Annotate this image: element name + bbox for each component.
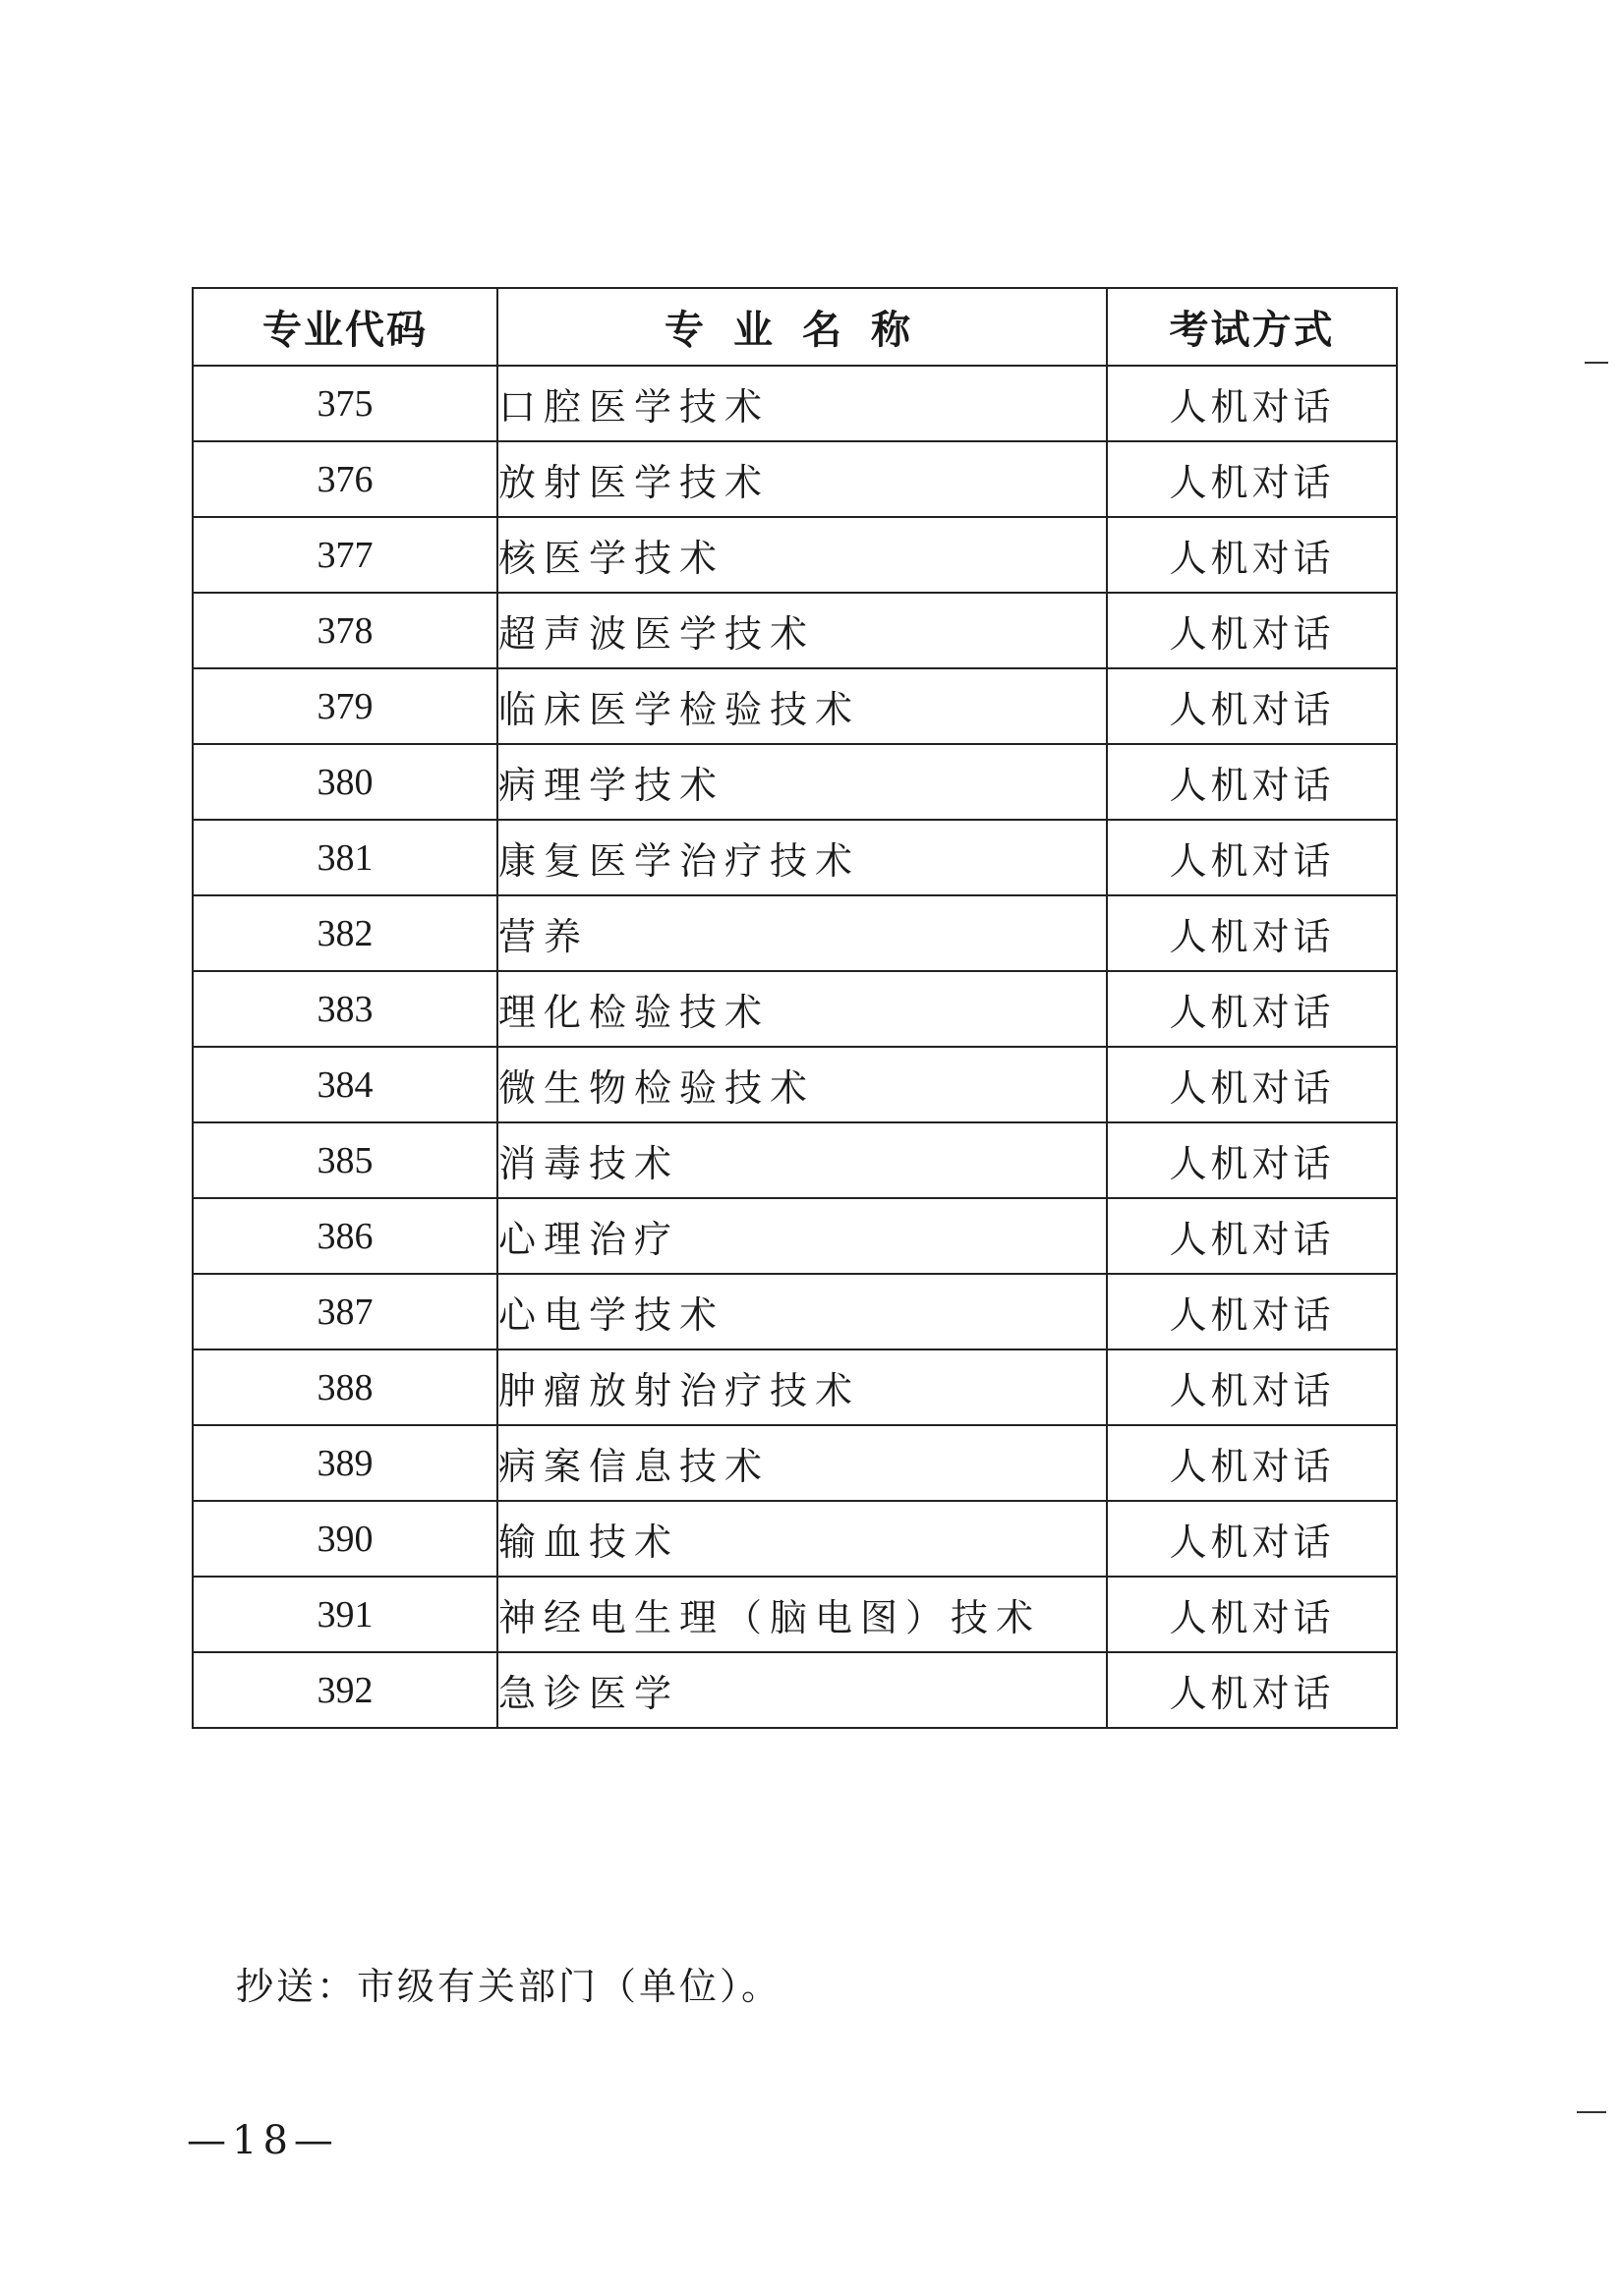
major-code-cell: 381 <box>193 820 497 895</box>
major-name-cell: 理化检验技术 <box>497 971 1107 1047</box>
major-code-cell: 389 <box>193 1425 497 1501</box>
major-name-cell: 消毒技术 <box>497 1122 1107 1198</box>
major-name-cell: 病理学技术 <box>497 744 1107 820</box>
major-code-cell: 378 <box>193 593 497 668</box>
major-name-cell: 临床医学检验技术 <box>497 668 1107 744</box>
exam-mode-cell: 人机对话 <box>1107 820 1397 895</box>
header-major-code: 专业代码 <box>193 288 497 366</box>
majors-table <box>192 287 1398 1729</box>
table-row <box>193 1501 1397 1577</box>
table-row <box>193 895 1397 971</box>
exam-mode-cell: 人机对话 <box>1107 1047 1397 1122</box>
table-row <box>193 1047 1397 1122</box>
exam-mode-cell: 人机对话 <box>1107 1652 1397 1728</box>
table-row <box>193 744 1397 820</box>
exam-mode-cell: 人机对话 <box>1107 668 1397 744</box>
major-name-cell: 核医学技术 <box>497 517 1107 593</box>
major-code-cell: 390 <box>193 1501 497 1577</box>
table-row <box>193 1198 1397 1274</box>
table-row <box>193 1274 1397 1349</box>
major-code-cell: 386 <box>193 1198 497 1274</box>
exam-mode-cell: 人机对话 <box>1107 441 1397 517</box>
major-name-cell: 康复医学治疗技术 <box>497 820 1107 895</box>
exam-mode-cell: 人机对话 <box>1107 1425 1397 1501</box>
table-row <box>193 1122 1397 1198</box>
major-code-cell: 383 <box>193 971 497 1047</box>
exam-mode-cell: 人机对话 <box>1107 1122 1397 1198</box>
table-header-row <box>193 288 1397 366</box>
table-row <box>193 1349 1397 1425</box>
exam-mode-cell: 人机对话 <box>1107 971 1397 1047</box>
exam-mode-cell: 人机对话 <box>1107 1501 1397 1577</box>
exam-mode-cell: 人机对话 <box>1107 593 1397 668</box>
major-code-cell: 388 <box>193 1349 497 1425</box>
major-name-cell: 心理治疗 <box>497 1198 1107 1274</box>
exam-mode-cell: 人机对话 <box>1107 1349 1397 1425</box>
exam-mode-cell: 人机对话 <box>1107 1577 1397 1652</box>
major-name-cell: 肿瘤放射治疗技术 <box>497 1349 1107 1425</box>
major-name-cell: 超声波医学技术 <box>497 593 1107 668</box>
major-code-cell: 375 <box>193 366 497 441</box>
header-major-name: 专业名称 <box>497 288 1107 366</box>
major-code-cell: 376 <box>193 441 497 517</box>
major-name-cell: 神经电生理（脑电图）技术 <box>497 1577 1107 1652</box>
major-name-cell: 口腔医学技术 <box>497 366 1107 441</box>
table-row <box>193 441 1397 517</box>
major-code-cell: 384 <box>193 1047 497 1122</box>
margin-tick-mark <box>1585 362 1608 364</box>
table-body <box>193 366 1397 1728</box>
major-name-cell: 营养 <box>497 895 1107 971</box>
header-exam-mode: 考试方式 <box>1107 288 1397 366</box>
margin-tick-mark <box>1577 2111 1606 2113</box>
exam-mode-cell: 人机对话 <box>1107 1274 1397 1349</box>
major-name-cell: 病案信息技术 <box>497 1425 1107 1501</box>
table-row <box>193 820 1397 895</box>
table-row <box>193 593 1397 668</box>
exam-mode-cell: 人机对话 <box>1107 366 1397 441</box>
exam-mode-cell: 人机对话 <box>1107 517 1397 593</box>
major-code-cell: 380 <box>193 744 497 820</box>
table-row <box>193 517 1397 593</box>
table-row <box>193 1425 1397 1501</box>
major-code-cell: 379 <box>193 668 497 744</box>
major-code-cell: 377 <box>193 517 497 593</box>
table-row <box>193 971 1397 1047</box>
major-code-cell: 387 <box>193 1274 497 1349</box>
major-code-cell: 385 <box>193 1122 497 1198</box>
major-name-cell: 心电学技术 <box>497 1274 1107 1349</box>
exam-mode-cell: 人机对话 <box>1107 1198 1397 1274</box>
table-row <box>193 668 1397 744</box>
table-row <box>193 1577 1397 1652</box>
cc-line: 抄送：市级有关部门（单位）。 <box>236 1965 782 2008</box>
table-row <box>193 366 1397 441</box>
major-name-cell: 放射医学技术 <box>497 441 1107 517</box>
exam-mode-cell: 人机对话 <box>1107 895 1397 971</box>
major-name-cell: 输血技术 <box>497 1501 1107 1577</box>
page-number: —18— <box>187 2118 339 2163</box>
major-name-cell: 急诊医学 <box>497 1652 1107 1728</box>
major-name-cell: 微生物检验技术 <box>497 1047 1107 1122</box>
major-code-cell: 392 <box>193 1652 497 1728</box>
major-code-cell: 382 <box>193 895 497 971</box>
major-code-cell: 391 <box>193 1577 497 1652</box>
exam-mode-cell: 人机对话 <box>1107 744 1397 820</box>
table-row <box>193 1652 1397 1728</box>
